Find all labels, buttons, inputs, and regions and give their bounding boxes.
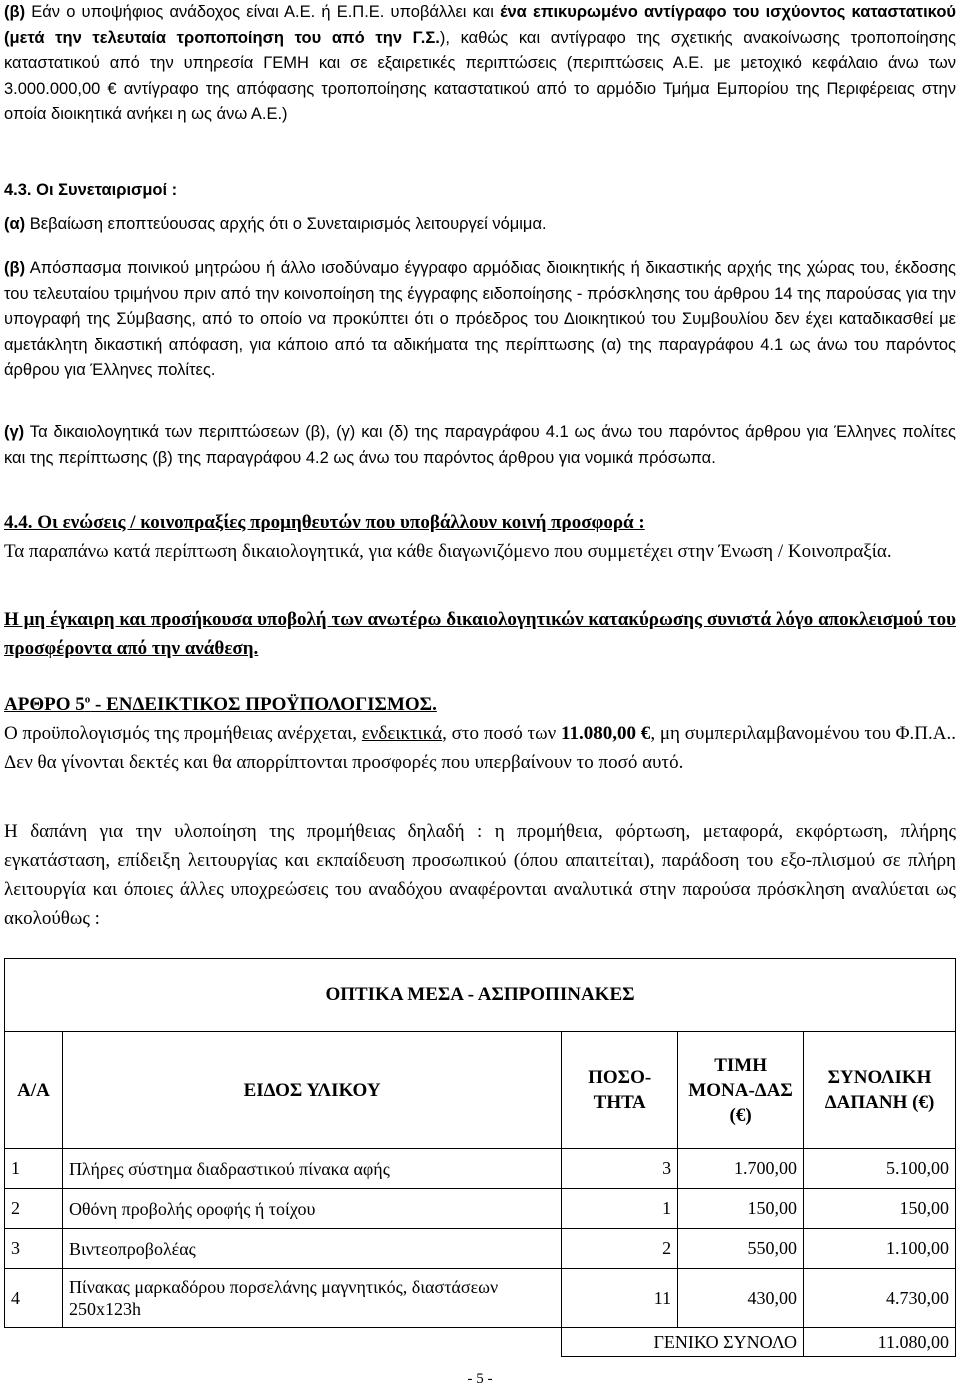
paragraph-text: ), καθώς και αντίγραφο της σχετικής ανακοίνωσης τροποποίησης καταστατικού από την υπηρεσία ΓΕΜΗ και σε εξαιρετικές περιπτώσεις (περιπτώσεις Α.Ε. με μετοχικό κεφάλαιο άνω των 3.000.000,00 € αντίγραφο της απόφασης τροποποίησης καταστατικού από το αρμόδιο Τμήμα Εμπορίου της Περιφέρειας στην οποία διοικητικά ανήκει η ως άνω Α.Ε.) (4, 28, 956, 123)
heading-text: 4.3. Οι Συνεταιρισμοί : (4, 181, 178, 199)
paragraph-4-3-a (4, 212, 956, 238)
row-description: Πλήρες σύστημα διαδραστικού πίνακα αφής (62, 1149, 561, 1189)
header-cell-total-cost (804, 1032, 956, 1149)
heading-part: - ΕΝΔΕΙΚΤΙΚΟΣ ΠΡΟΫΠΟΛΟΓΙΣΜΟΣ. (90, 694, 437, 715)
header-cell-unit-price (678, 1032, 804, 1149)
underlined-word: ενδεικτικά (361, 723, 443, 744)
table-row (5, 1269, 956, 1328)
paragraph-text: Τα δικαιολογητικά των περιπτώσεων (β), (γ) και (δ) της παραγράφου 4.1 ως άνω του παρόντος άρθρου για Έλληνες πολίτες και της περίπτωσης (β) της παραγράφου 4.2 ως άνω του παρόντος άρθρου για νομικά πρόσωπα. (4, 423, 956, 467)
paragraph-text: , στο ποσό των (442, 723, 562, 744)
paragraph-text: Ο προϋπολογισμός της προμήθειας ανέρχεται, (4, 723, 362, 744)
grand-total-value: 11.080,00 (804, 1328, 956, 1357)
row-number: 4 (5, 1269, 63, 1328)
row-quantity: 3 (562, 1149, 678, 1189)
grand-total-label: ΓΕΝΙΚΟ ΣΥΝΟΛΟ (562, 1328, 804, 1357)
paragraph-text: Βεβαίωση εποπτεύουσας αρχής ότι ο Συνεταιρισμός λειτουργεί νόμιμα. (25, 215, 547, 233)
row-description: Πίνακας μαρκαδόρου πορσελάνης μαγνητικός, διαστάσεων 250x123h (62, 1269, 561, 1328)
grand-total-row (5, 1328, 956, 1357)
item-label-c: (γ) (4, 423, 25, 441)
item-label-a: (α) (4, 215, 26, 233)
article-5 (4, 690, 956, 777)
row-unit-price: 550,00 (678, 1229, 804, 1269)
paragraph-text: Τα παραπάνω κατά περίπτωση δικαιολογητικά, για κάθε διαγωνιζόμενο που συμμετέχει στην Ένωση / Κοινοπραξία. (4, 541, 892, 562)
table-row (5, 1149, 956, 1189)
table-row (5, 1229, 956, 1269)
paragraph-text: Απόσπασμα ποινικού μητρώου ή άλλο ισοδύναμο έγγραφο αρμόδιας διοικητικής ή δικαστικής αρχής της χώρας του, έκδοσης του τελευταίου τριμήνου πριν από την κοινοποίηση της έγγραφης ειδοποίησης - πρόσκλησης του άρθρου 14 της παρούσας για την υπογραφή της Σύμβασης, από το οποίο να προκύπτει ότι ο πρόεδρος του Διοικητικού του Συμβουλίου δεν έχει καταδικασθεί με αμετάκλητη δικαστική απόφαση, για κάποιο από τα αδικήματα της περίπτωσης (α) της παραγράφου 4.1 ως άνω του παρόντος άρθρου για Έλληνες πολίτες. (4, 259, 956, 379)
exclusion-warning (4, 605, 956, 663)
table-row (5, 1189, 956, 1229)
page-number: - 5 - (467, 1371, 493, 1387)
item-label-b: (β) (4, 3, 26, 21)
budget-table (4, 958, 956, 1357)
row-number: 2 (5, 1189, 63, 1229)
item-label-b: (β) (4, 259, 26, 277)
row-unit-price: 1.700,00 (678, 1149, 804, 1189)
paragraph-4-3-b (4, 256, 956, 384)
row-total: 5.100,00 (804, 1149, 956, 1189)
table-title-row (5, 959, 956, 1032)
header-cell-quantity (562, 1032, 678, 1149)
row-quantity: 11 (562, 1269, 678, 1328)
row-unit-price: 430,00 (678, 1269, 804, 1328)
row-total: 4.730,00 (804, 1269, 956, 1328)
table-title: ΟΠΤΙΚΑ ΜΕΣΑ - ΑΣΠΡΟΠΙΝΑΚΕΣ (5, 959, 956, 1032)
section-4-4 (4, 508, 956, 566)
row-number: 3 (5, 1229, 63, 1269)
empty-cell (5, 1328, 562, 1357)
row-quantity: 1 (562, 1189, 678, 1229)
article-5-paragraph-2 (4, 817, 956, 933)
warning-text: Η μη έγκαιρη και προσήκουσα υποβολή των ανωτέρω δικαιολογητικών κατακύρωσης συνιστά λόγο αποκλεισμού του προσφέροντα από την ανάθεση. (4, 609, 956, 659)
row-quantity: 2 (562, 1229, 678, 1269)
row-total: 150,00 (804, 1189, 956, 1229)
section-heading-4-3 (4, 178, 956, 204)
row-total: 1.100,00 (804, 1229, 956, 1269)
row-description: Οθόνη προβολής οροφής ή τοίχου (62, 1189, 561, 1229)
heading-superscript: ο (84, 693, 91, 706)
header-text: ΠΟΣΟ-ΤΗΤΑ (588, 1067, 652, 1113)
budget-amount: 11.080,00 € (561, 723, 651, 744)
section-heading-4-4: 4.4. Οι ενώσεις / κοινοπραξίες προμηθευτών που υποβάλλουν κοινή προσφορά : (4, 512, 645, 533)
heading-part: ΑΡΘΡΟ 5 (4, 694, 85, 715)
paragraph-text: , μη συμπεριλαμβανομένου του Φ.Π.Α.. Δεν θα γίνονται δεκτές και θα απορρίπτονται προσφορές που υπερβαίνουν το ποσό αυτό. (4, 723, 957, 773)
header-text: ΤΙΜΗ ΜΟΝΑ-ΔΑΣ (€) (688, 1054, 793, 1126)
row-unit-price: 150,00 (678, 1189, 804, 1229)
paragraph-text: Εάν ο υποψήφιος ανάδοχος είναι Α.Ε. ή Ε.Π.Ε. υποβάλλει και (25, 3, 501, 21)
paragraph-4-3-c (4, 420, 956, 471)
paragraph-text: Η δαπάνη για την υλοποίηση της προμήθειας δηλαδή : η προμήθεια, φόρτωση, μεταφορά, εκφόρτωση, πλήρης εγκατάσταση, επίδειξη λειτουργίας και εκπαίδευση προσωπικού (όπου απαιτείται), παράδοση του εξο-πλισμού σε πλήρη λειτουργία και όποιες άλλες υποχρεώσεις του αναδόχου αναφέρονται αναλυτικά στην παρούσα πρόσκληση αναλύεται ως ακολούθως : (4, 821, 956, 929)
header-cell-item-type: ΕΙΔΟΣ ΥΛΙΚΟΥ (62, 1032, 561, 1149)
article-5-heading (4, 694, 437, 715)
header-text: ΣΥΝΟΛΙΚΗ ΔΑΠΑΝΗ (€) (824, 1067, 935, 1113)
header-cell-aa: Α/Α (5, 1032, 63, 1149)
bold-requirement: ένα επικυρωμένο αντίγραφο του ισχύοντος καταστατικού (μετά την τελευταία τροποποίηση του από την Γ.Σ. (4, 3, 956, 47)
table-header-row (5, 1032, 956, 1149)
row-number: 1 (5, 1149, 63, 1189)
row-description: Βιντεοπροβολέας (62, 1229, 561, 1269)
paragraph-b-company-statute (4, 0, 956, 128)
